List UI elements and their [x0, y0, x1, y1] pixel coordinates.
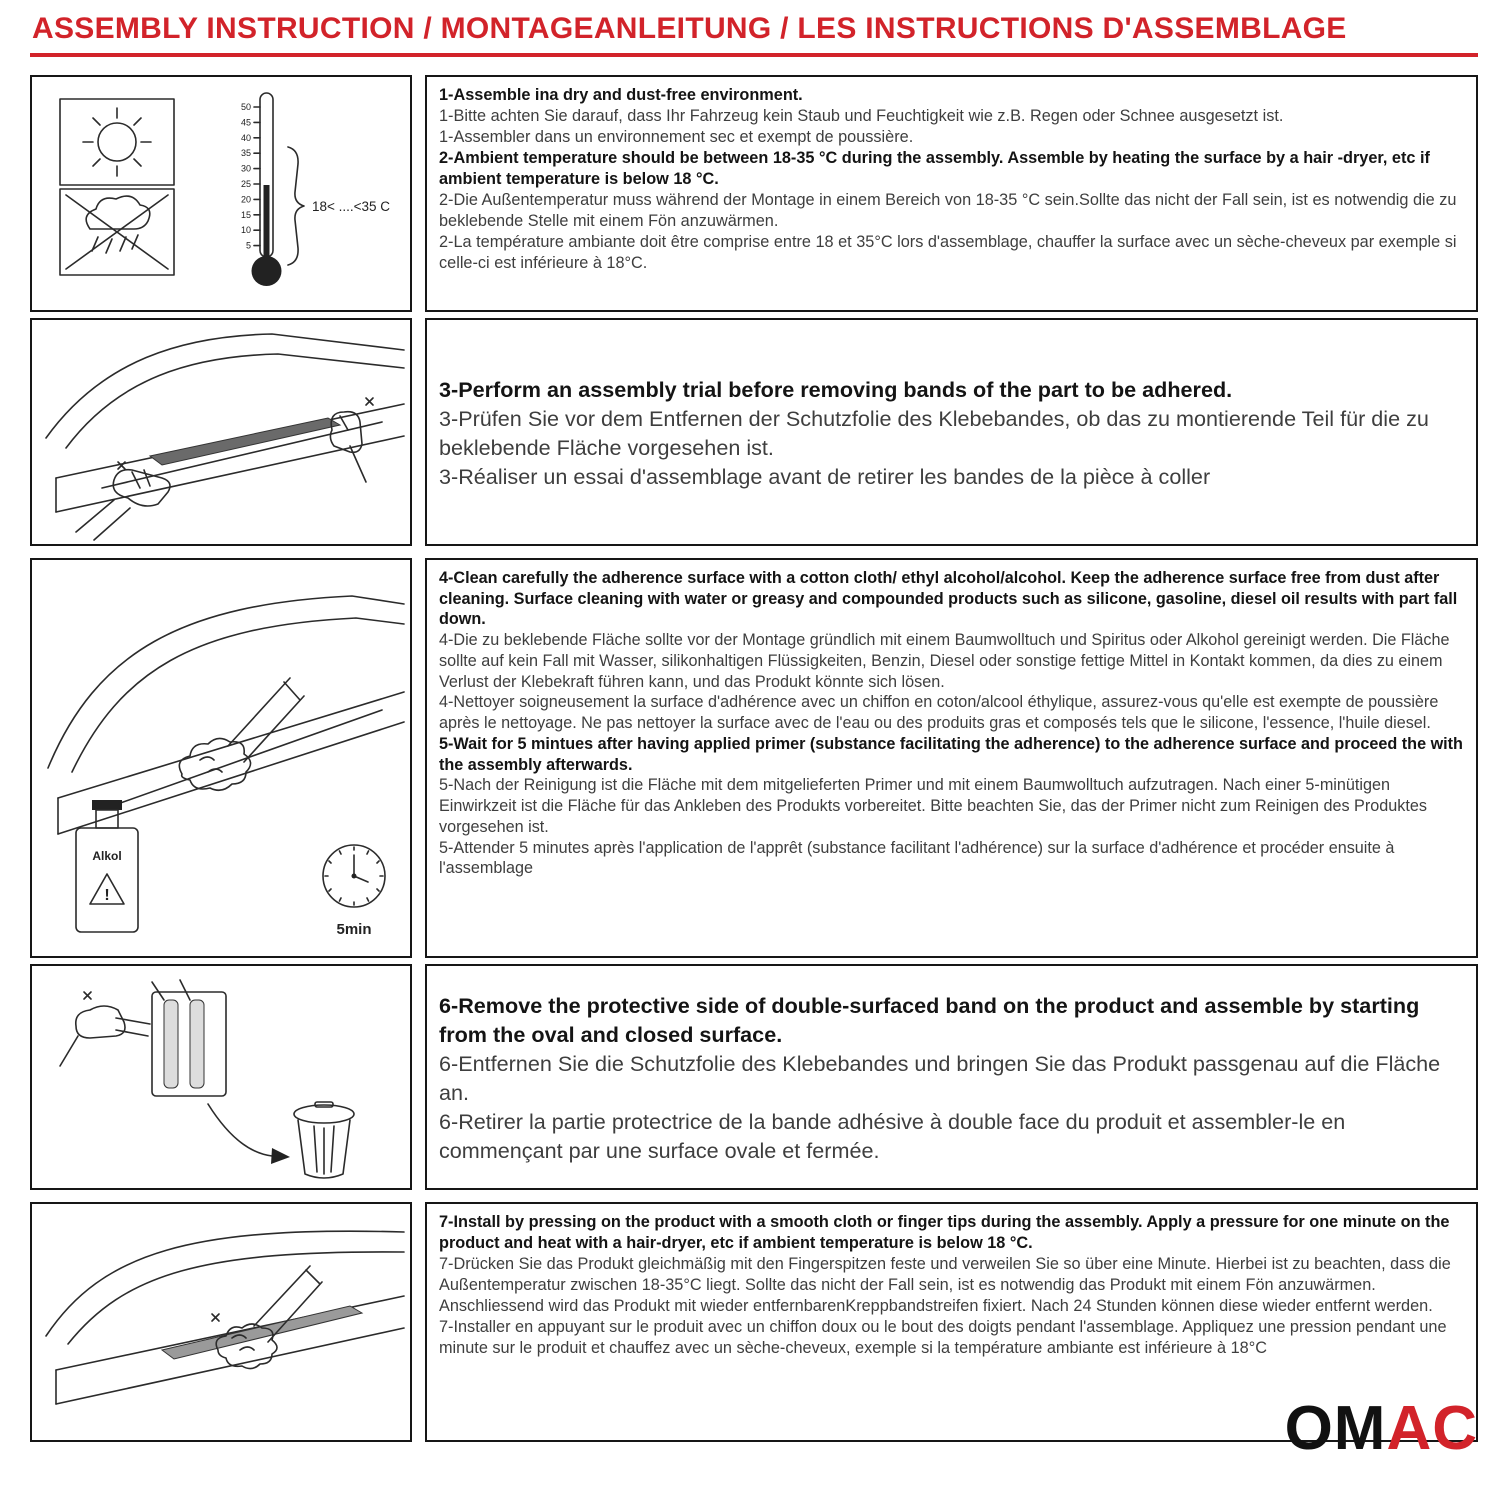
- step7-fr: 7-Installer en appuyant sur le produit avec un chiffon doux ou le bout des doigts pendant l'assemblage. Appliquez une pression pendant une minute sur le produit et chauffez avec un sèche-cheveux, exemple si la température ambiante est inférieure à 18°C: [439, 1318, 1447, 1358]
- thermo-scale-label: 25: [240, 179, 251, 189]
- step4-fr: 4-Nettoyer soigneusement la surface d'adhérence avec un chiffon en coton/alcool éthylique, assurez-vous qu'elle est exempte de poussière après le nettoyage. Ne pas nettoyer la surface avec de l'eau ou des produits gras et composés tels que le silicone, l'essence, l'huile diesel.: [439, 693, 1439, 733]
- illustration-remove-band: [30, 964, 412, 1190]
- thermo-scale-label: 15: [240, 209, 251, 220]
- step2-fr: 2-La température ambiante doit être comprise entre 18 et 35°C lors d'assemblage, chauffer la surface avec un sèche-cheveux par exemple si celle-ci est inférieure à 18°C.: [439, 233, 1457, 273]
- trash-can-icon: [294, 1102, 354, 1178]
- temperature-range-label: 18< ....<35 C: [312, 199, 391, 214]
- instructions-step-1-2: [425, 75, 1478, 312]
- trim-strip: [150, 418, 340, 465]
- illustration-cleaning: [30, 558, 412, 958]
- door-sill-sketch: [46, 1231, 404, 1404]
- door-sill-sketch: [46, 334, 404, 512]
- alcohol-bottle-icon: [76, 800, 138, 932]
- step2-en: 2-Ambient temperature should be between 18-35 °C during the assembly. Assemble by heating the surface by a hair -dryer, etc if ambient temperature is below 18 °C.: [439, 149, 1430, 189]
- right-hand-sketch: [330, 398, 373, 482]
- step6-en: 6-Remove the protective side of double-surfaced band on the product and assemble by starting from the oval and closed surface.: [439, 992, 1420, 1047]
- arrow-to-trash: [208, 1104, 290, 1164]
- thermo-scale-label: 40: [240, 132, 251, 143]
- thermo-scale-label: 20: [240, 194, 251, 205]
- step5-en: 5-Wait for 5 mintues after having applied primer (substance facilitating the adherence) to the adherence surface and proceed the with the assembly afterwards.: [439, 734, 1463, 774]
- cleaning-illustration-svg: [32, 560, 410, 956]
- omac-logo: [1284, 1394, 1478, 1463]
- step1-en: 1-Assemble ina dry and dust-free environment.: [439, 86, 803, 104]
- thermo-scale-label: 5: [245, 240, 251, 251]
- page-title: ASSEMBLY INSTRUCTION / MONTAGEANLEITUNG / LES INSTRUCTIONS D'ASSEMBLAGE: [32, 12, 1347, 45]
- thermometer-icon: [241, 93, 282, 286]
- step5-de: 5-Nach der Reinigung ist die Fläche mit dem mitgelieferten Primer und mit einem Baumwolltuch aufzutragen. Nach einer 5-minütigen Einwirkzeit ist die Fläche für das Ankleben des Produkts vorbereitet. Bitte beachten Sie, das der Primer nicht zum Reinigen des Produktes vorgesehen ist.: [439, 776, 1427, 836]
- thermo-scale-label: 45: [240, 117, 251, 128]
- adhesive-strips: [152, 980, 226, 1096]
- step6-de: 6-Entfernen Sie die Schutzfolie des Klebebandes und bringen Sie das Produkt passgenau auf die Fläche an.: [439, 1050, 1441, 1105]
- step4-de: 4-Die zu beklebende Fläche sollte vor der Montage gründlich mit einem Baumwolltuch und Spiritus oder Alkohol gereinigt werden. Die Fläche sollte auf kein Fall mit Wasser, silikonhaltigen Flüssigkeiten, Benzin, Diesel oder sonstige fettige Mittel in Kontakt kommen, da dies zu einem Verlust der Klebekraft führen kann, und das Produkt könnte sich lösen.: [439, 631, 1450, 691]
- step5-fr: 5-Attender 5 minutes après l'application de l'apprêt (substance facilitant l'adhérence) sur la surface d'adhérence et procéder ensuite à l'assemblage: [439, 838, 1395, 878]
- temperature-range-brace: [288, 147, 390, 265]
- title-underline: [30, 53, 1478, 57]
- thermo-scale-label: 30: [240, 163, 251, 174]
- step6-fr: 6-Retirer la partie protectrice de la bande adhésive à double face du produit et assembler-le en commençant par une surface ovale et fermée.: [439, 1109, 1346, 1164]
- no-rain-icon: [60, 189, 174, 275]
- clock-duration-label: 5min: [336, 921, 372, 938]
- step2-de: 2-Die Außentemperatur muss während der Montage in einem Bereich von 18-35 °C sein.Sollte das nicht der Fall sein, ist es notwendig die zu beklebende Stelle mit einem Fön anzuwärmen.: [439, 191, 1457, 231]
- step3-de: 3-Prüfen Sie vor dem Entfernen der Schutzfolie des Klebebandes, ob das zu montierende Teil für die zu beklebende Fläche vorgesehen ist.: [439, 405, 1429, 460]
- step1-de: 1-Bitte achten Sie darauf, dass Ihr Fahrzeug kein Staub und Feuchtigkeit wie z.B. Regen oder Schnee ausgesetzt ist.: [439, 107, 1284, 126]
- climate-illustration-svg: [32, 77, 410, 310]
- step4-en: 4-Clean carefully the adherence surface with a cotton cloth/ ethyl alcohol/alcohol. Keep the adherence surface free from dust after cleaning. Surface cleaning with water or greasy and compounded products such as silicone, gasoline, diesel oil results with part fall down.: [439, 569, 1458, 629]
- thermo-scale-label: 50: [240, 102, 251, 112]
- illustration-climate: [30, 75, 412, 312]
- thermo-scale-label: 35: [240, 148, 251, 159]
- door-sill-sketch: [48, 596, 404, 834]
- sun-icon: [60, 99, 174, 185]
- illustration-press-product: [30, 1202, 412, 1442]
- instructions-step-6: [425, 964, 1478, 1190]
- thermo-scale-label: 10: [240, 225, 251, 236]
- remove-band-svg: [32, 966, 410, 1188]
- clock-icon: [323, 845, 385, 938]
- step1-fr: 1-Assembler dans un environnement sec et exempt de poussière.: [439, 128, 914, 147]
- illustration-assembly-trial: [30, 318, 412, 546]
- step3-fr: 3-Réaliser un essai d'assemblage avant de retirer les bandes de la pièce à coller: [439, 464, 1211, 490]
- step3-en: 3-Perform an assembly trial before removing bands of the part to be adhered.: [439, 376, 1233, 402]
- left-hand-sketch: [76, 462, 170, 540]
- logo-text-black: OM: [1284, 1394, 1387, 1463]
- bottle-label: Alkol: [92, 849, 122, 863]
- assembly-trial-svg: [32, 320, 410, 544]
- step7-en: 7-Install by pressing on the product with a smooth cloth or finger tips during the assembly. Apply a pressure for one minute on the product and heat with a hair-dryer, etc if ambient temperature is below 18 °C.: [439, 1213, 1450, 1253]
- wiping-hand-sketch: [179, 678, 304, 790]
- step7-de: 7-Drücken Sie das Produkt gleichmäßig mit den Fingerspitzen feste und verweilen Sie so über eine Minute. Hierbei ist zu beachten, dass die Außentemperatur zwischen 18-35°C liegt. Sollte das nicht der Fall sein, ist es notwendig das Produkt mit einem Fön anzuwärmen. Anschliessend wird das Produkt mit wieder entfernbarenKreppbandstreifen fixiert. Nach 24 Stunden können diese wieder entfernt werden.: [439, 1255, 1451, 1316]
- press-product-svg: [32, 1204, 410, 1440]
- warning-exclamation: !: [104, 887, 110, 904]
- peeling-hand-sketch: [60, 992, 150, 1066]
- logo-text-red: AC: [1386, 1394, 1478, 1463]
- instructions-step-4-5: [425, 558, 1478, 958]
- trim-strip: [162, 1306, 362, 1359]
- instructions-step-3: [425, 318, 1478, 546]
